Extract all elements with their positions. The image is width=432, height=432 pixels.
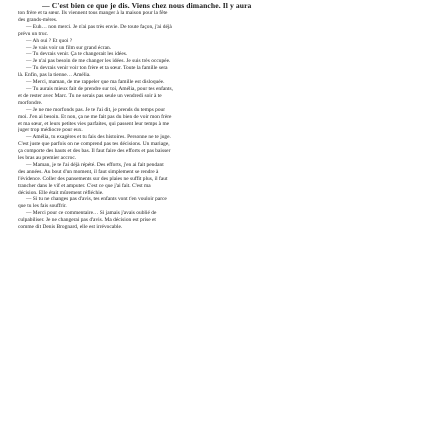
text-line: — Ah oui ? Et quoi ? bbox=[26, 37, 73, 44]
text-line: — Je ne me morfonds pas. Je te l'ai dit, je prends du temps pour bbox=[26, 106, 166, 113]
text-line: et de rester avec Marc. Tu ne serais pas seule un vendredi soir à te bbox=[18, 92, 162, 99]
text-line: ton frère et ta sœur. Ils viennent tous manger à la maison pour la fête bbox=[18, 10, 168, 16]
text-line: — Tu devrais venir voir ton frère et ta sœur. Toute la famille sera bbox=[26, 65, 168, 72]
text-line: des grands-mères. bbox=[18, 16, 58, 23]
text-line: comme dit Denis Brognard, elle est irrévocable. bbox=[18, 224, 123, 231]
text-line: prévu un truc. bbox=[18, 30, 49, 37]
text-line: — Maman, je te l'ai déjà répété. Des efforts, j'en ai fait pendant bbox=[26, 161, 164, 168]
text-line: — Merci, maman, de me rappeler que ma famille est disloquée. bbox=[26, 79, 165, 86]
text-line: culpabiliser. Je ne changerai pas d'avis. Ma décision est prise et bbox=[18, 217, 156, 224]
text-line: — Tu aurais mieux fait de prendre sur toi, Amélia, pour tes enfants, bbox=[26, 85, 174, 92]
text-line: moi. J'en ai besoin. Et non, ça ne me fait pas du bien de voir mon frère bbox=[18, 113, 172, 120]
text-line: les bras au premier accroc. bbox=[18, 155, 77, 162]
text-line: — Amélia, tu exagères et tu fais des histoires. Personne ne te juge. bbox=[26, 134, 171, 141]
text-line: que tu les fais souffrir. bbox=[18, 203, 67, 210]
text-line: — Si tu ne changes pas d'avis, tes enfants vont t'en vouloir parce bbox=[26, 196, 167, 203]
text-line: — Tu devrais venir. Ça te changerait les idées. bbox=[26, 51, 128, 58]
text-line: — Je n'ai pas besoin de me changer les idées. Je suis très occupée. bbox=[26, 58, 171, 65]
text-line: des années. Au bout d'un moment, il faut simplement se rendre à bbox=[18, 168, 159, 175]
text-line: juger trop médiocre pour eux. bbox=[18, 127, 83, 134]
text-line: — Euh… non merci. Je n'ai pas très envie. De toute façon, j'ai déjà bbox=[26, 23, 172, 30]
text-line: morfondre. bbox=[18, 99, 43, 106]
text-line: l'évidence. Coller des pansements sur des plaies ne suffit plus, il faut bbox=[18, 175, 168, 182]
text-line: — Merci pour ce commentaire… Si jamais j'avais oublié de bbox=[26, 210, 157, 217]
text-line: trancher dans le vif et amputer. C'est ce que j'ai fait. C'est ma bbox=[18, 182, 151, 189]
text-line: ça comporte des hauts et des bas. Il faut faire des efforts et pas baisser bbox=[18, 148, 171, 155]
text-line: — C'est bien ce que je dis. Viens chez nous dimanche. Il y aura bbox=[42, 2, 252, 10]
text-line: et ma sœur, et leurs petites vies parfaites, qui passent leur temps à me bbox=[18, 120, 170, 127]
text-line: C'est juste que parfois on ne comprend pas tes décisions. Un mariage, bbox=[18, 141, 170, 148]
text-line: décision. Elle était mûrement réfléchie. bbox=[18, 189, 104, 196]
text-line: là. Enfin, pas la tienne… Amélia. bbox=[18, 72, 91, 79]
text-line: — Je vais voir un film sur grand écran. bbox=[26, 44, 112, 51]
